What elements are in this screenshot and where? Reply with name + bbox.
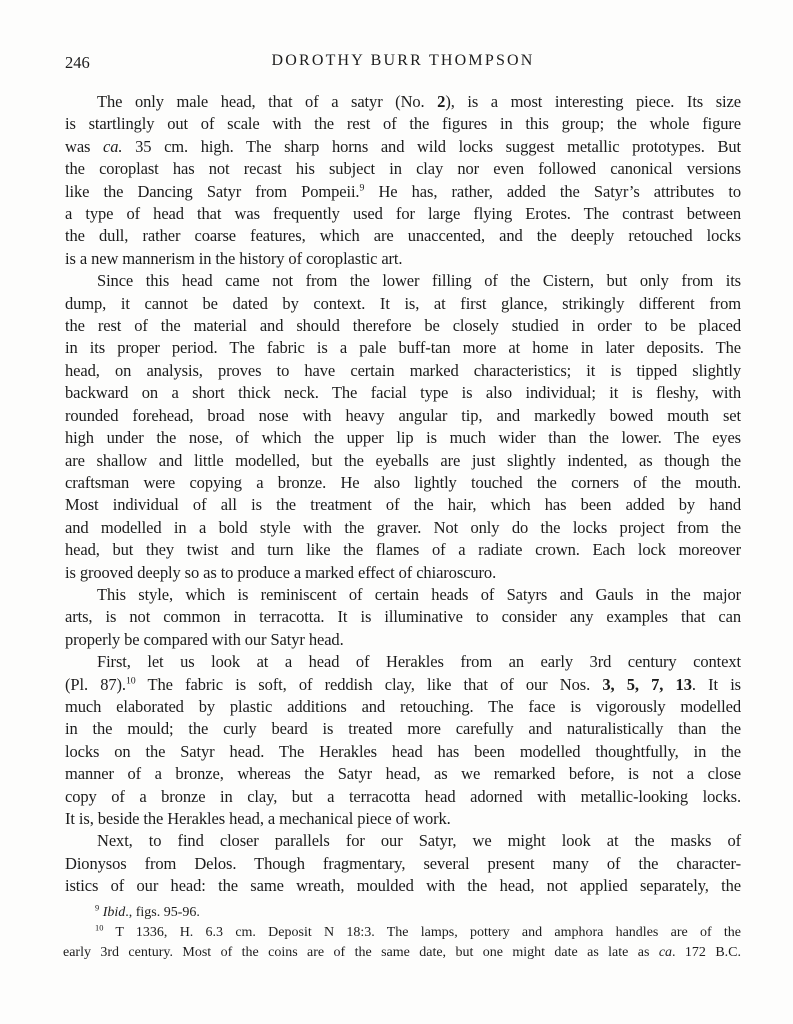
text-line: head, on analysis, proves to have certain marked characteristics; it is tipped slightly <box>65 360 741 380</box>
text-line: Dionysos from Delos. Though fragmentary, several present many of the character- <box>65 853 741 873</box>
text-line: high under the nose, of which the upper lip is much wider than the lower. The eyes <box>65 428 741 448</box>
text-line: copy of a bronze in clay, but a terracotta head adorned with metallic-looking locks. <box>65 786 741 806</box>
text-line: a type of head that was frequently used for large flying Erotes. The contrast between <box>65 204 741 224</box>
text-line: backward on a short thick neck. The facial type is also individual; it is fleshy, with <box>65 383 741 403</box>
footnote-line: $^{10}$ T 1336, H. 6.3 cm. Deposit N 18:3. The lamps, pottery and amphora handles are of the <box>95 923 741 940</box>
text-line: the coroplast has not recast his subject in clay nor even followed canonical versions <box>65 159 741 179</box>
text-line: The only male head, that of a satyr (No. 2), is a most interesting piece. Its size <box>97 92 741 111</box>
footnote <box>63 923 741 963</box>
text-line: in its proper period. The fabric is a pale buff-tan more at home in later deposits. The <box>65 338 741 358</box>
page-header <box>65 52 741 74</box>
paragraph <box>65 270 741 584</box>
page-number: 246 <box>65 53 90 72</box>
text-line: This style, which is reminiscent of certain heads of Satyrs and Gauls in the major <box>97 584 741 604</box>
text-line: istics of our head: the same wreath, moulded with the head, not applied separately, the <box>65 876 741 896</box>
text-line: in the mould; the curly beard is treated more carefully and naturalistically than the <box>65 719 741 739</box>
text-line: arts, is not common in terracotta. It is illuminative to consider any examples that can <box>65 607 741 627</box>
footnote <box>63 903 741 923</box>
text-line: head, but they twist and turn like the flames of a radiate crown. Each lock moreover <box>65 540 741 560</box>
text-line: It is, beside the Herakles head, a mechanical piece of work. <box>65 809 451 828</box>
footnotes-section <box>63 903 741 963</box>
text-line: (Pl. 87).$^{10}$ The fabric is soft, of reddish clay, like that of our Nos. 3, 5, 7, 13. It is <box>65 674 742 694</box>
text-line: manner of a bronze, whereas the Satyr head, as we remarked before, is not a close <box>65 764 741 784</box>
text-line: Since this head came not from the lower filling of the Cistern, but only from its <box>97 271 741 291</box>
paragraph <box>65 91 741 270</box>
text-line: like the Dancing Satyr from Pompeii.$^9$ He has, rather, added the Satyr’s attributes to <box>65 181 741 201</box>
text-line: the dull, rather coarse features, which are unaccented, and the deeply retouched locks <box>65 226 741 246</box>
paragraph <box>65 584 741 651</box>
footnote-line: early 3rd century. Most of the coins are of the same date, but one might date as late as ca. 172 B.C. <box>63 945 741 960</box>
text-line: the rest of the material and should therefore be closely studied in order to be placed <box>65 316 741 336</box>
text-line: Most individual of all is the treatment of the hair, which has been added by hand <box>65 495 741 515</box>
paragraph <box>65 830 741 897</box>
text-line: First, let us look at a head of Herakles from an early 3rd century context <box>97 652 741 672</box>
text-line: Next, to find closer parallels for our Satyr, we might look at the masks of <box>97 831 741 851</box>
text-line: are shallow and little modelled, but the eyeballs are just slightly indented, as though the <box>65 450 741 470</box>
text-line: much elaborated by plastic additions and retouching. The face is vigorously modelled <box>65 696 741 716</box>
running-head: DOROTHY BURR THOMPSON <box>271 52 535 69</box>
text-line: and modelled in a bold style with the graver. Not only do the locks project from the <box>65 517 741 537</box>
text-line: is startlingly out of scale with the rest of the figures in this group; the whole figure <box>65 114 741 134</box>
text-line: rounded forehead, broad nose with heavy angular tip, and markedly bowed mouth set <box>65 405 741 425</box>
text-line: properly be compared with our Satyr head. <box>65 629 344 649</box>
text-line: was ca. 35 cm. high. The sharp horns and wild locks suggest metallic prototypes. But <box>65 136 741 156</box>
text-line: locks on the Satyr head. The Herakles head has been modelled thoughtfully, in the <box>65 741 741 761</box>
footnote-line: $^9$ Ibid., figs. 95-96. <box>95 903 200 920</box>
text-line: craftsman were copying a bronze. He also lightly touched the corners of the mouth. <box>65 472 741 492</box>
page-body <box>65 91 741 898</box>
paragraph <box>65 651 741 830</box>
text-line: dump, it cannot be dated by context. It is, at first glance, strikingly different from <box>65 293 741 313</box>
text-line: is a new mannerism in the history of coroplastic art. <box>65 248 403 268</box>
text-line: is grooved deeply so as to produce a marked effect of chiaroscuro. <box>65 562 497 582</box>
